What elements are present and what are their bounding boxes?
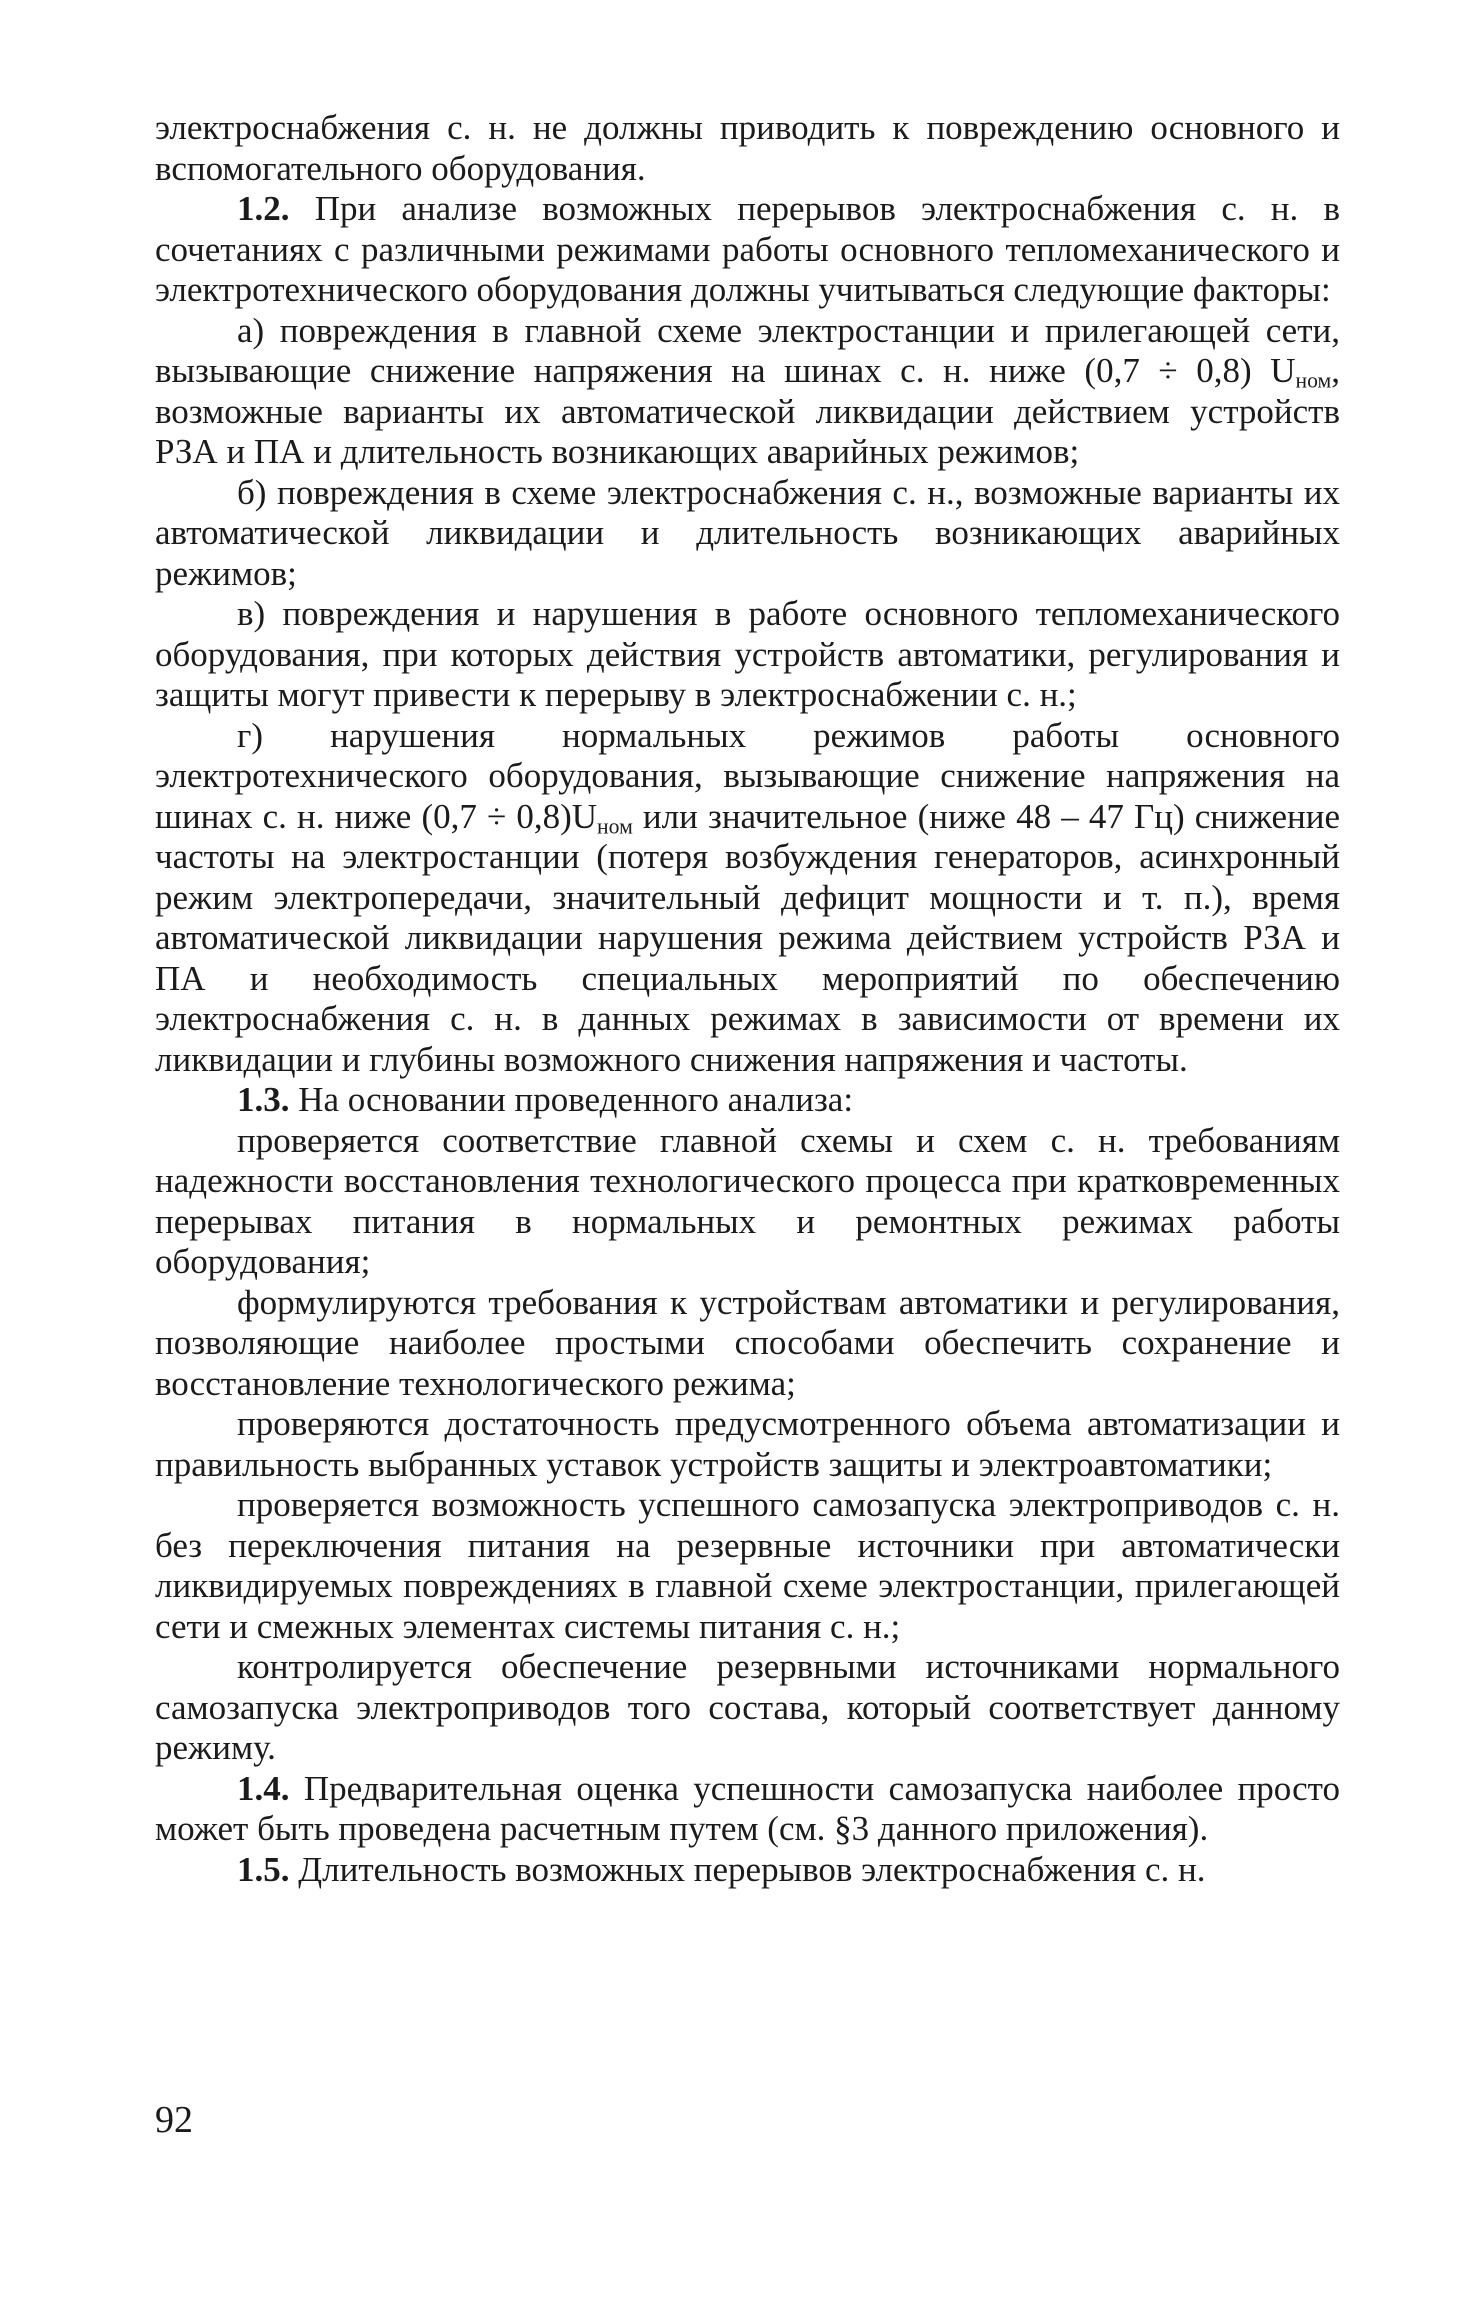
list-item-g <box>155 716 1340 1081</box>
section-1-2 <box>155 189 1340 311</box>
item-text: г) нарушения нормальных режимов работы основного электротехнического оборудования, вызывающие снижение напряжения на шинах с. н. ниже (0,7 ÷ 0,8)U <box>155 715 1340 836</box>
section-number: 1.4. <box>237 1768 290 1808</box>
list-item-b: б) повреждения в схеме электроснабжения с. н., возможные варианты их автоматической ликвидации и длительность возникающих аварийных режимов; <box>155 472 1340 593</box>
section-1-4 <box>155 1769 1340 1850</box>
section-number: 1.3. <box>237 1080 290 1119</box>
list-item: проверяется соответствие главной схемы и схем с. н. требованиям надежности восстановления технологического процесса при кратковременных перерывах питания в нормальных и ремонтных режимах работы оборудования; <box>155 1120 1340 1281</box>
section-text: Предварительная оценка успешности самозапуска наиболее просто может быть проведена расчетным путем (см. §3 данного приложения). <box>155 1768 1340 1848</box>
section-number: 1.2. <box>237 189 290 228</box>
list-item: формулируются требования к устройствам автоматики и регулирования, позволяющие наиболее простыми способами обеспечить сохранение и восстановление технологического режима; <box>155 1282 1340 1403</box>
section-text: На основании проведенного анализа: <box>298 1080 854 1119</box>
section-1-3 <box>155 1080 1340 1121</box>
item-text: а) повреждения в главной схеме электростанции и прилегающей сети, вызывающие снижение напряжения на шинах с. н. ниже (0,7 ÷ 0,8) U <box>155 310 1340 390</box>
item-text: , возможные варианты их автоматической ликвидации действием устройств РЗА и ПА и длительность возникающих аварийных режимов; <box>155 351 1340 471</box>
list-item: проверяются достаточность предусмотренного объема автоматизации и правильность выбранных уставок устройств защиты и электроавтоматики; <box>155 1404 1340 1484</box>
subscript: ном <box>1295 368 1332 393</box>
list-item: контролируется обеспечение резервными источниками нормального самозапуска электроприводов того состава, который соответствует данному режиму. <box>155 1647 1340 1767</box>
list-item-v: в) повреждения и нарушения в работе основного тепломеханического оборудования, при которых действия устройств автоматики, регулирования и защиты могут привести к перерыву в электроснабжении с. н.; <box>155 594 1340 714</box>
item-text: или значительное (ниже 48 – 47 Гц) снижение частоты на электростанции (потеря возбуждения генераторов, асинхронный режим электропередачи, значительный дефицит мощности и т. п.), время автоматической ликвидации нарушения режима действием устройств РЗА и ПА и необходимость специальных мероприятий по обеспечению электроснабжения с. н. в данных режимах в зависимости от времени их ликвидации и глубины возможного снижения напряжения и частоты. <box>155 796 1340 1079</box>
page-body <box>155 108 1340 1890</box>
section-1-5 <box>155 1850 1340 1891</box>
page-number: 92 <box>155 2099 193 2141</box>
list-item-a <box>155 311 1340 473</box>
intro-paragraph: электроснабжения с. н. не должны приводить к повреждению основного и вспомогательного оборудования. <box>155 108 1340 188</box>
list-item: проверяется возможность успешного самозапуска электроприводов с. н. без переключения питания на резервные источники при автоматически ликвидируемых повреждениях в главной схеме электростанции, прилегающей сети и смежных элементах системы питания с. н.; <box>155 1485 1340 1646</box>
subscript: ном <box>597 813 633 838</box>
section-text: Длительность возможных перерывов электроснабжения с. н. <box>298 1849 1206 1889</box>
section-number: 1.5. <box>237 1849 290 1889</box>
section-text: При анализе возможных перерывов электроснабжения с. н. в сочетаниях с различными режимами работы основного тепломеханического и электротехнического оборудования должны учитываться следующие факторы: <box>155 189 1340 309</box>
